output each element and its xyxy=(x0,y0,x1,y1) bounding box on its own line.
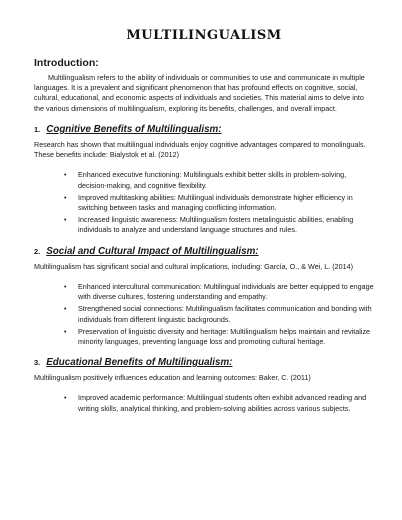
list-item-text: Enhanced executive functioning: Multilinguals exhibit better skills in problem-solving, decision-making, and cognitive flexibility. xyxy=(78,170,347,190)
list-item-text: Preservation of linguistic diversity and heritage: Multilingualism helps maintain and revitalize minority languages, preventing language loss and promoting cultural heritage. xyxy=(78,326,371,346)
bullet-icon: • xyxy=(64,170,67,180)
section-heading xyxy=(34,357,374,368)
bullet-icon: • xyxy=(64,326,67,336)
section-intro: Research has shown that multilingual individuals enjoy cognitive advantages compared to monolinguals. These benefits include: Bialystok et al. (2012) xyxy=(34,139,366,160)
introduction-paragraph: Multilingualism refers to the ability of individuals or communities to use and communicate in multiple languages. It is a prevalent and significant phenomenon that has profound effects on cognitive, social, cultural, educational, and economic aspects of individuals and societies. This material aims to delve into the various dimensions of multilingualism, exploring its benefits, challenges, and overall impact. xyxy=(34,73,365,113)
list-item xyxy=(64,282,374,302)
section-heading xyxy=(34,124,374,135)
bullet-list xyxy=(34,393,374,413)
bullet-icon: • xyxy=(64,215,67,225)
list-item xyxy=(64,170,374,190)
section-social-cultural-impact xyxy=(34,246,374,348)
list-item-text: Strengthened social connections: Multilingualism facilitates communication and bonding with individuals from different linguistic backgrounds. xyxy=(78,304,372,324)
section-educational-benefits xyxy=(34,357,374,414)
list-item xyxy=(64,393,374,413)
list-item xyxy=(64,215,374,235)
introduction-heading: Introduction: xyxy=(34,57,99,69)
section-title: Cognitive Benefits of Multilingualism: xyxy=(46,123,222,135)
list-item-text: Improved multitasking abilities: Multilingual individuals demonstrate higher efficiency in switching between tasks and managing conflicting information. xyxy=(78,192,353,212)
section-number: 2. xyxy=(34,246,41,256)
section-number: 1. xyxy=(34,124,41,134)
section-heading xyxy=(34,246,374,257)
bullet-icon: • xyxy=(64,192,67,202)
section-number: 3. xyxy=(34,358,41,368)
section-cognitive-benefits xyxy=(34,124,374,236)
bullet-icon: • xyxy=(64,304,67,314)
list-item-text: Enhanced intercultural communication: Multilingual individuals are better equipped to engage with diverse cultures, fostering understanding and empathy. xyxy=(78,281,374,302)
list-item xyxy=(64,327,374,347)
list-item-text: Increased linguistic awareness: Multilingualism fosters metalinguistic abilities, enabling individuals to analyze and understand language structures and rules. xyxy=(78,215,354,235)
introduction-section xyxy=(34,57,374,114)
bullet-icon: • xyxy=(64,393,67,403)
section-title: Educational Benefits of Multilingualism: xyxy=(46,357,233,369)
bullet-list xyxy=(34,282,374,347)
bullet-icon: • xyxy=(64,281,67,291)
list-item-text: Improved academic performance: Multilingual students often exhibit advanced reading and writing skills, analytical thinking, and problem-solving abilities across various subjects. xyxy=(78,393,367,413)
list-item xyxy=(64,304,374,324)
list-item xyxy=(64,193,374,213)
document-title: MULTILINGUALISM xyxy=(126,28,282,43)
bullet-list xyxy=(34,170,374,235)
section-intro: Multilingualism positively influences education and learning outcomes: Baker, C. (2011) xyxy=(34,373,311,383)
section-intro: Multilingualism has significant social and cultural implications, including: García, O., & Wei, L. (2014) xyxy=(34,261,354,271)
section-title: Social and Cultural Impact of Multilingualism: xyxy=(46,245,259,257)
